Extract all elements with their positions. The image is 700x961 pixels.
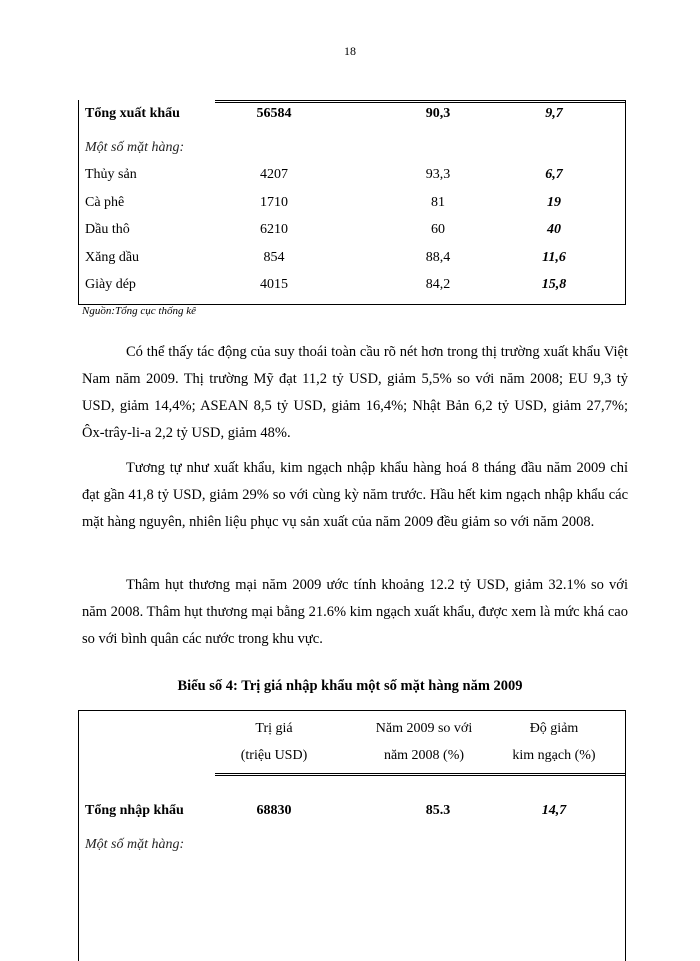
import-table	[78, 710, 626, 961]
row-value: 4207	[260, 167, 288, 182]
table-row	[79, 222, 625, 244]
row-label: Xăng dầu	[85, 250, 140, 265]
row-value: 68830	[256, 803, 292, 818]
header-line: Năm 2009 so với	[375, 721, 473, 736]
row-change: 19	[547, 195, 561, 210]
export-table	[78, 100, 626, 305]
table-row	[79, 250, 625, 272]
paragraph: Có thể thấy tác động của suy thoái toàn cầu rõ nét hơn trong thị trường xuất khẩu Việt Nam năm 2009. Thị trường Mỹ đạt 11,2 tỷ USD, giảm 5,5% so với năm 2008; EU 9,3 tỷ USD, giảm 14,4%; ASEAN 8,5 tỷ USD, giảm 16,4%; Nhật Bản 6,2 tỷ USD, giảm 27,7%; Ôx-trây-li-a 2,2 tỷ USD, giảm 48%.	[82, 344, 628, 441]
row-value: 1710	[260, 195, 288, 210]
source-note: Nguồn:Tổng cục thống kê	[82, 305, 196, 317]
header-line: Trị giá	[255, 721, 293, 736]
row-label: Tổng xuất khẩu	[85, 106, 180, 121]
header-line: (triệu USD)	[240, 748, 308, 763]
total-export-row	[79, 106, 625, 128]
row-label: Cà phê	[85, 195, 125, 210]
section-label: Một số mặt hàng:	[85, 837, 185, 852]
row-change: 11,6	[542, 250, 566, 265]
page-number: 18	[344, 44, 356, 58]
row-change: 40	[547, 222, 561, 237]
row-pct: 85.3	[425, 803, 451, 818]
header-line: kim ngạch (%)	[512, 748, 596, 763]
row-pct: 93,3	[425, 167, 451, 182]
column-header	[469, 715, 639, 769]
row-change: 15,8	[541, 277, 567, 292]
paragraph: Thâm hụt thương mại năm 2009 ước tính khoảng 12.2 tỷ USD, giảm 32.1% so với năm 2008. Thâm hụt thương mại bằng 21.6% kim ngạch xuất khẩu, được xem là mức khá cao so với bình quân các nước trong khu vực.	[82, 577, 628, 647]
section-label-row	[79, 140, 625, 162]
row-label: Tổng nhập khẩu	[85, 803, 184, 818]
row-pct: 81	[431, 195, 445, 210]
table-caption: Biểu số 4: Trị giá nhập khẩu một số mặt hàng năm 2009	[177, 678, 523, 694]
table-top-rule	[215, 100, 625, 103]
table-row	[79, 195, 625, 217]
header-rule	[215, 773, 625, 776]
row-label: Thủy sản	[85, 167, 137, 182]
row-value: 4015	[260, 277, 288, 292]
section-label-row	[79, 837, 625, 859]
section-label: Một số mặt hàng:	[85, 140, 185, 155]
header-line: năm 2008 (%)	[383, 748, 465, 763]
table-row	[79, 277, 625, 299]
row-pct: 84,2	[425, 277, 451, 292]
row-change: 6,7	[545, 167, 563, 182]
row-label: Dầu thô	[85, 222, 130, 237]
row-pct: 60	[431, 222, 445, 237]
row-pct: 88,4	[425, 250, 451, 265]
paragraph: Tương tự như xuất khẩu, kim ngạch nhập khẩu hàng hoá 8 tháng đầu năm 2009 chỉ đạt gần 41,8 tỷ USD, giảm 29% so với cùng kỳ năm trước. Hầu hết kim ngạch nhập khẩu các mặt hàng nguyên, nhiên liệu phục vụ sản xuất của năm 2009 đều giảm so với năm 2008.	[82, 460, 628, 530]
row-pct: 90,3	[425, 106, 451, 121]
row-change: 9,7	[545, 106, 563, 121]
row-change: 14,7	[541, 803, 567, 818]
row-label: Giày dép	[85, 277, 136, 292]
table-row	[79, 167, 625, 189]
row-value: 56584	[256, 106, 292, 121]
row-value: 854	[263, 250, 285, 265]
column-header	[199, 715, 349, 769]
row-value: 6210	[260, 222, 288, 237]
total-import-row	[79, 803, 625, 825]
header-line: Độ giảm	[529, 721, 579, 736]
